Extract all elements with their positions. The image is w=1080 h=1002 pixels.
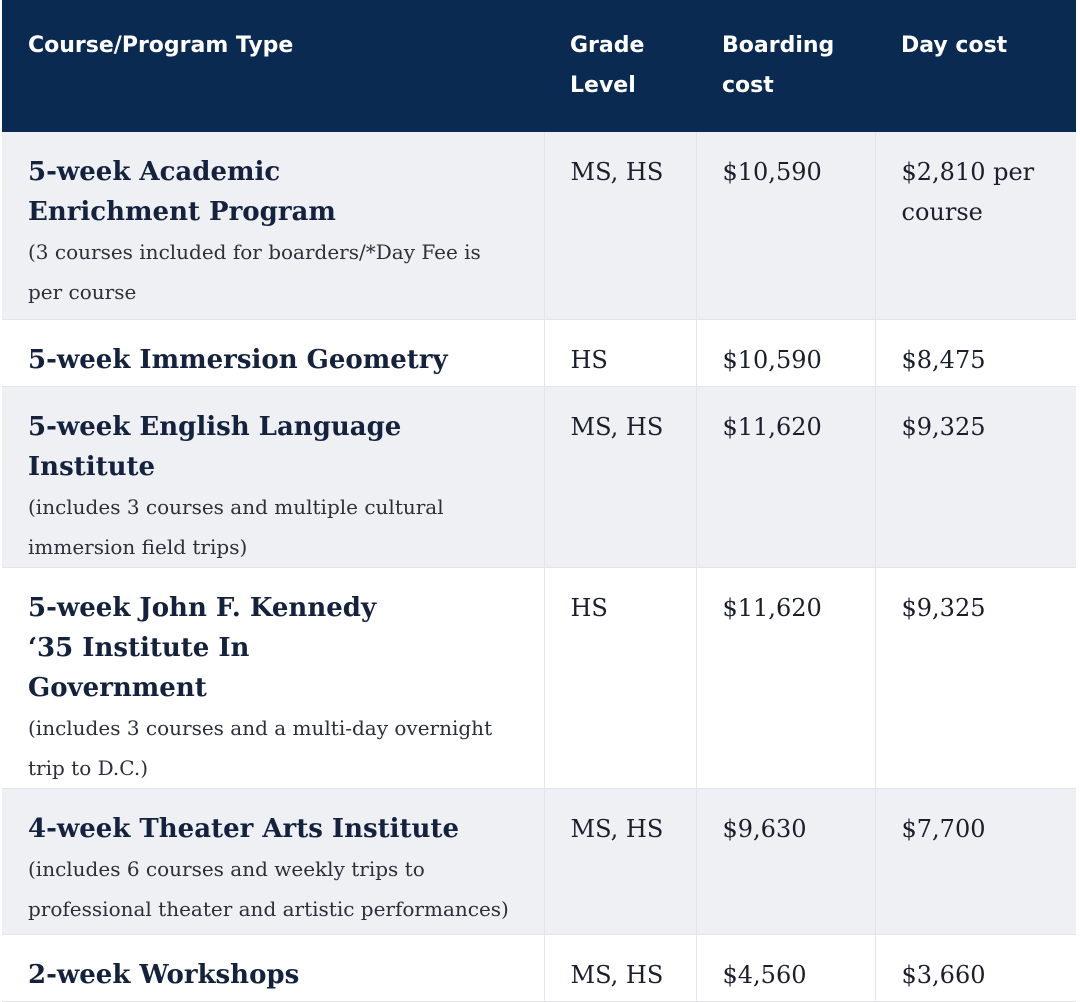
grade-cell (544, 934, 696, 1001)
grade-cell (544, 319, 696, 386)
program-name: 2-week Workshops (28, 959, 300, 990)
boarding-cell (696, 319, 875, 386)
program-name: 5-week English Language Institute (28, 411, 402, 482)
course-cell (2, 386, 544, 567)
day-cell (875, 788, 1076, 934)
grade-value: HS (570, 593, 608, 622)
grade-cell (544, 788, 696, 934)
table-header (2, 0, 1076, 132)
grade-cell (544, 132, 696, 319)
course-cell (2, 319, 544, 386)
grade-cell (544, 567, 696, 788)
day-value: $2,810 per course (901, 158, 1035, 226)
header-course-type: Course/Program Type (28, 33, 294, 58)
day-value: $8,475 (901, 345, 986, 374)
program-name: 5-week Immersion Geometry (28, 344, 448, 375)
day-cell (875, 132, 1076, 319)
grade-value: MS, HS (570, 960, 664, 989)
program-cost-table-container (2, 0, 1076, 1002)
day-value: $9,325 (901, 412, 986, 441)
grade-value: MS, HS (570, 158, 664, 186)
day-cell (875, 319, 1076, 386)
header-boarding-cost: Boarding cost (722, 33, 835, 98)
course-cell (2, 934, 544, 1001)
header-day-cost: Day cost (901, 33, 1008, 58)
program-cost-table (2, 0, 1076, 1002)
program-name: 4-week Theater Arts Institute (28, 813, 459, 844)
boarding-cell (696, 386, 875, 567)
day-cell (875, 934, 1076, 1001)
boarding-value: $11,620 (722, 412, 822, 441)
boarding-value: $9,630 (722, 814, 807, 843)
table-row (2, 934, 1076, 1001)
boarding-value: $4,560 (722, 960, 807, 989)
grade-value: MS, HS (570, 412, 664, 441)
program-note: (includes 6 courses and weekly trips to professional theater and artistic performances) (28, 856, 509, 921)
boarding-value: $10,590 (722, 158, 822, 186)
course-cell (2, 567, 544, 788)
grade-cell (544, 386, 696, 567)
day-cell (875, 386, 1076, 567)
table-row (2, 386, 1076, 567)
boarding-value: $10,590 (722, 345, 822, 374)
boarding-cell (696, 788, 875, 934)
grade-value: MS, HS (570, 814, 664, 843)
header-grade-level: Grade Level (570, 33, 645, 98)
boarding-cell (696, 934, 875, 1001)
day-value: $9,325 (901, 593, 986, 622)
course-cell (2, 788, 544, 934)
boarding-cell (696, 567, 875, 788)
program-note: (includes 3 courses and a multi-day overnight trip to D.C.) (28, 715, 493, 780)
program-note: (3 courses included for boarders/*Day Fee is per course (28, 240, 481, 304)
program-name: 5-week John F. Kennedy ‘35 Institute In Government (28, 592, 377, 703)
table-body (2, 132, 1076, 1001)
course-cell (2, 132, 544, 319)
day-cell (875, 567, 1076, 788)
table-row (2, 788, 1076, 934)
boarding-value: $11,620 (722, 593, 822, 622)
boarding-cell (696, 132, 875, 319)
table-row (2, 319, 1076, 386)
grade-value: HS (570, 345, 608, 374)
program-note: (includes 3 courses and multiple cultural immersion field trips) (28, 494, 444, 559)
day-value: $3,660 (901, 960, 986, 989)
table-row (2, 567, 1076, 788)
program-name: 5-week Academic Enrichment Program (28, 157, 336, 227)
table-row (2, 132, 1076, 319)
header-row (2, 0, 1076, 132)
day-value: $7,700 (901, 814, 986, 843)
